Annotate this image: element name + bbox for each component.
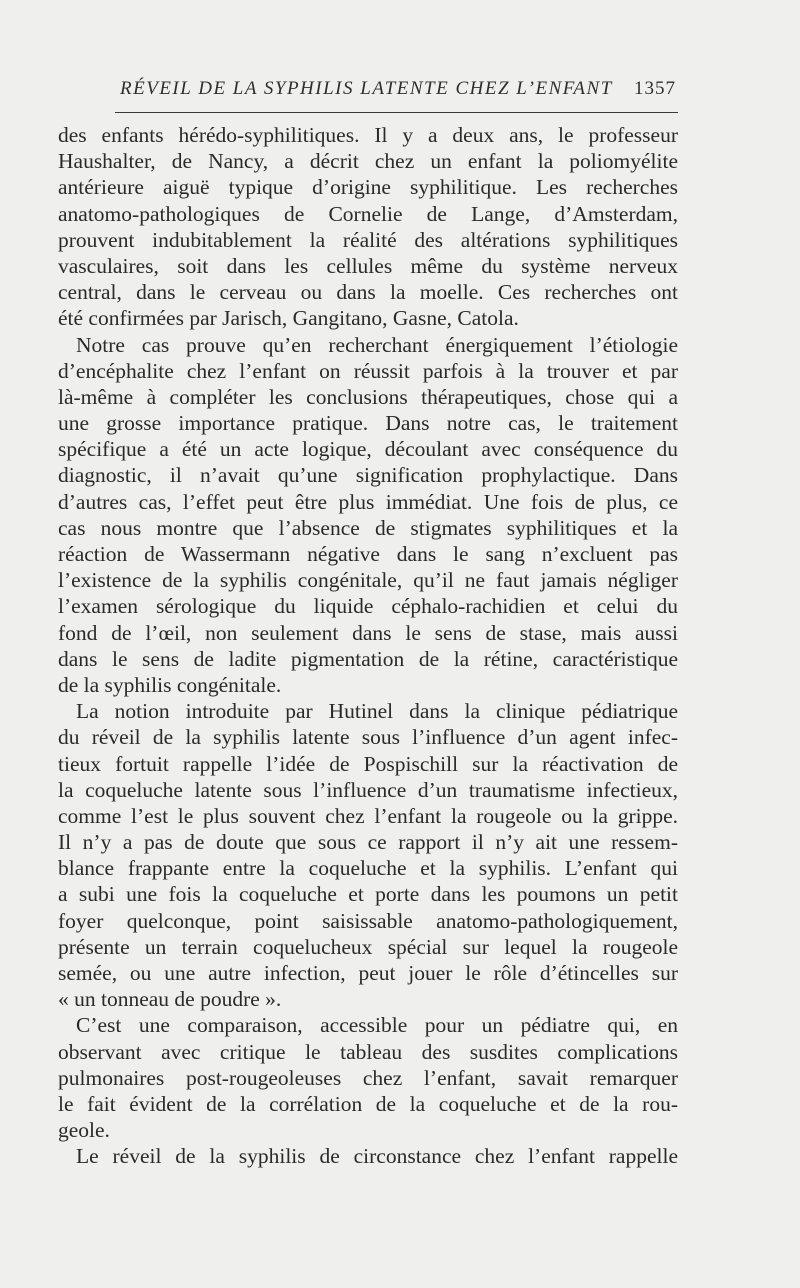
running-title: RÉVEIL DE LA SYPHILIS LATENTE CHEZ L’ENFANT [120, 78, 613, 99]
text-line: La notion introduite par Hutinel dans la clinique pédiatrique [76, 699, 678, 724]
header-rule [115, 112, 678, 113]
text-line: Il n’y a pas de doute que sous ce rapport il n’y ait une ressem- [58, 830, 678, 855]
text-line: l’examen sérologique du liquide céphalo-rachidien et celui du [58, 594, 678, 619]
text-line: des enfants hérédo-syphilitiques. Il y a deux ans, le professeur [58, 123, 678, 147]
text-line: là-même à compléter les conclusions thérapeutiques, chose qui a [58, 384, 678, 409]
text-line: central, dans le cerveau ou dans la moelle. Ces recherches ont [58, 280, 678, 305]
text-line: tieux fortuit rappelle l’idée de Pospischill sur la réactivation de [58, 751, 678, 776]
body-text [58, 122, 678, 1170]
text-line: semée, ou une autre infection, peut jouer le rôle d’étincelles sur [58, 961, 678, 985]
text-line: spécifique a été un acte logique, découlant avec conséquence du [58, 437, 678, 462]
text-line: foyer quelconque, point saisissable anatomo-pathologiquement, [58, 908, 678, 933]
text-line: le fait évident de la corrélation de la coqueluche et de la rou- [58, 1091, 678, 1116]
text-line: antérieure aiguë typique d’origine syphilitique. Les recherches [58, 175, 678, 200]
text-line: a subi une fois la coqueluche et porte dans les poumons un petit [58, 882, 678, 907]
text-line: l’existence de la syphilis congénitale, qu’il ne faut jamais négliger [58, 568, 678, 593]
text-line: blance frappante entre la coqueluche et la syphilis. L’enfant qui [58, 856, 678, 881]
text-line: de la syphilis congénitale. [58, 672, 282, 697]
text-line: comme l’est le plus souvent chez l’enfant la rougeole ou la grippe. [58, 803, 678, 828]
text-line: dans le sens de ladite pigmentation de la rétine, caractéristique [58, 646, 678, 671]
page-number: 1357 [634, 78, 676, 99]
text-line: réaction de Wassermann négative dans le sang n’excluent pas [58, 542, 678, 566]
text-line: Notre cas prouve qu’en recherchant énergiquement l’étiologie [76, 332, 678, 357]
text-line: pulmonaires post-rougeoleuses chez l’enfant, savait remarquer [58, 1065, 678, 1090]
text-line: présente un terrain coquelucheux spécial sur lequel la rougeole [58, 934, 678, 959]
text-line: geole. [58, 1118, 110, 1143]
text-line: une grosse importance pratique. Dans notre cas, le traitement [58, 411, 678, 436]
text-line: anatomo-pathologiques de Cornelie de Lange, d’Amsterdam, [58, 201, 678, 226]
text-line: prouvent indubitablement la réalité des altérations syphilitiques [58, 227, 678, 252]
text-line: d’autres cas, l’effet peut être plus immédiat. Une fois de plus, ce [58, 489, 678, 514]
text-line: C’est une comparaison, accessible pour un pédiatre qui, en [76, 1013, 678, 1038]
text-line: fond de l’œil, non seulement dans le sens de stase, mais aussi [58, 620, 678, 645]
text-line: vasculaires, soit dans les cellules même du système nerveux [58, 253, 678, 278]
text-line: « un tonneau de poudre ». [58, 987, 282, 1012]
text-line: du réveil de la syphilis latente sous l’influence d’un agent infec- [58, 725, 678, 750]
text-line: observant avec critique le tableau des susdites complications [58, 1039, 678, 1064]
text-line: Haushalter, de Nancy, a décrit chez un enfant la poliomyélite [58, 149, 678, 174]
text-line: Le réveil de la syphilis de circonstance chez l’enfant rappelle [76, 1144, 678, 1169]
text-line: été confirmées par Jarisch, Gangitano, Gasne, Catola. [58, 306, 519, 331]
text-line: la coqueluche latente sous l’influence d’un traumatisme infectieux, [58, 777, 678, 802]
running-head [58, 78, 680, 106]
text-line: cas nous montre que l’absence de stigmates syphilitiques et la [58, 515, 678, 540]
text-line: diagnostic, il n’avait qu’une signification prophylactique. Dans [58, 463, 678, 488]
text-line: d’encéphalite chez l’enfant on réussit parfois à la trouver et par [58, 358, 678, 383]
